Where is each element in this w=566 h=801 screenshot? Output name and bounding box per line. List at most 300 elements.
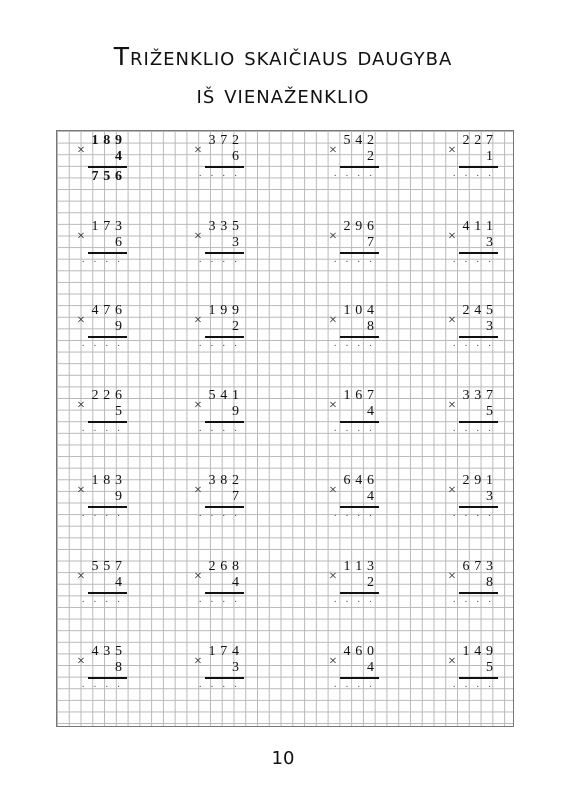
multiplication-problem <box>329 303 399 363</box>
multiplicand-digit: 1 <box>208 303 216 318</box>
multiplicand-digit: 3 <box>115 219 123 234</box>
result-line <box>205 506 244 508</box>
multiplier-digit: 7 <box>232 489 240 504</box>
multiplicand-digit: 4 <box>355 473 363 488</box>
multiplier-digit: 9 <box>115 489 123 504</box>
multiplicand-digit: 9 <box>486 644 494 659</box>
answer-placeholder-dot: · <box>452 340 457 352</box>
answer-placeholder-dot: · <box>221 510 226 522</box>
times-sign: × <box>77 569 85 584</box>
times-sign: × <box>448 654 456 669</box>
multiplicand-digit: 7 <box>367 388 375 403</box>
times-sign: × <box>329 143 337 158</box>
times-sign: × <box>77 398 85 413</box>
multiplicand-digit: 4 <box>232 644 240 659</box>
answer-placeholder-dot: · <box>345 425 349 437</box>
times-sign: × <box>194 313 202 328</box>
multiplicand-digit: 6 <box>355 388 363 403</box>
answer-placeholder-dot: · <box>104 681 109 693</box>
answer-placeholder-dot: · <box>104 596 109 608</box>
answer-placeholder-dot: · <box>81 256 86 268</box>
answer-placeholder-dot: · <box>116 510 121 522</box>
times-sign: × <box>77 483 85 498</box>
answer-placeholder-dot: · <box>452 256 457 268</box>
answer-placeholder-dot: · <box>452 681 457 693</box>
multiplicand-digit: 1 <box>355 559 363 574</box>
multiplicand-digit: 2 <box>103 388 111 403</box>
multiplicand-digit: 9 <box>232 303 240 318</box>
result-line <box>340 506 379 508</box>
multiplier-digit: 2 <box>367 575 375 590</box>
answer-placeholder-dot: · <box>333 256 338 268</box>
answer-placeholder-dot: · <box>487 596 492 608</box>
answer-placeholder-dot: · <box>333 510 338 522</box>
answer-placeholder-dot: · <box>221 596 226 608</box>
multiplication-problem <box>77 644 147 704</box>
answer-placeholder-dot: · <box>233 256 238 268</box>
times-sign: × <box>448 483 456 498</box>
multiplicand-digit: 0 <box>355 303 363 318</box>
result-line <box>205 592 244 594</box>
multiplicand-digit: 4 <box>474 644 482 659</box>
multiplication-problem <box>329 388 399 448</box>
multiplier-digit: 3 <box>486 319 494 334</box>
multiplicand-digit: 4 <box>220 388 228 403</box>
multiplier-digit: 4 <box>367 660 375 675</box>
page-subtitle: iš vienaženklio <box>196 80 370 109</box>
multiplier-digit: 8 <box>367 319 375 334</box>
multiplicand-digit: 6 <box>462 559 470 574</box>
answer-placeholder-dot: · <box>452 425 457 437</box>
answer-placeholder-dot: · <box>104 510 109 522</box>
multiplicand-digit: 1 <box>462 644 470 659</box>
multiplicand-digit: 1 <box>486 473 494 488</box>
times-sign: × <box>448 569 456 584</box>
multiplicand-digit: 3 <box>103 644 111 659</box>
multiplication-problem <box>77 388 147 448</box>
multiplication-problem <box>194 559 264 619</box>
answer-placeholder-dot: · <box>464 681 468 693</box>
multiplier-digit: 9 <box>115 319 123 334</box>
answer-placeholder-dot: · <box>210 340 214 352</box>
multiplicand-digit: 3 <box>474 388 482 403</box>
answer-placeholder-dot: · <box>464 340 468 352</box>
answer-placeholder-dot: · <box>198 510 203 522</box>
times-sign: × <box>329 229 337 244</box>
multiplicand-digit: 1 <box>343 303 351 318</box>
result-line <box>459 506 498 508</box>
answer-placeholder-dot: · <box>368 425 373 437</box>
multiplicand-digit: 1 <box>91 473 99 488</box>
answer-placeholder-dot: · <box>475 256 480 268</box>
multiplicand-digit: 6 <box>115 388 123 403</box>
page-title: Triženklio skaičiaus daugyba <box>113 42 453 71</box>
multiplicand-digit: 3 <box>208 473 216 488</box>
multiplication-problem <box>194 219 264 279</box>
multiplier-digit: 2 <box>232 319 240 334</box>
answer-placeholder-dot: · <box>81 510 86 522</box>
answer-placeholder-dot: · <box>356 681 361 693</box>
multiplicand-digit: 7 <box>486 133 494 148</box>
multiplier-digit: 3 <box>486 489 494 504</box>
multiplicand-digit: 6 <box>115 303 123 318</box>
multiplication-problem <box>448 219 518 279</box>
answer-placeholder-dot: · <box>233 596 238 608</box>
answer-placeholder-dot: · <box>221 681 226 693</box>
answer-placeholder-dot: · <box>475 170 480 182</box>
multiplicand-digit: 5 <box>115 644 123 659</box>
result-line <box>88 252 127 254</box>
multiplicand-digit: 6 <box>220 559 228 574</box>
multiplicand-digit: 4 <box>355 133 363 148</box>
result-line <box>205 252 244 254</box>
answer-placeholder-dot: · <box>452 596 457 608</box>
multiplier-digit: 6 <box>115 235 123 250</box>
answer-placeholder-dot: · <box>93 340 97 352</box>
answer-placeholder-dot: · <box>345 596 349 608</box>
multiplicand-digit: 9 <box>355 219 363 234</box>
multiplicand-digit: 5 <box>486 303 494 318</box>
multiplicand-digit: 5 <box>232 219 240 234</box>
answer-placeholder-dot: · <box>333 681 338 693</box>
multiplier-digit: 3 <box>232 235 240 250</box>
times-sign: × <box>77 313 85 328</box>
answer-placeholder-dot: · <box>356 170 361 182</box>
multiplicand-digit: 6 <box>343 473 351 488</box>
answer-digit: 5 <box>103 169 111 184</box>
multiplicand-digit: 8 <box>103 133 111 148</box>
worksheet-grid <box>56 130 514 727</box>
times-sign: × <box>329 483 337 498</box>
answer-placeholder-dot: · <box>210 681 214 693</box>
answer-placeholder-dot: · <box>345 681 349 693</box>
multiplier-digit: 5 <box>486 404 494 419</box>
answer-placeholder-dot: · <box>356 340 361 352</box>
answer-placeholder-dot: · <box>198 596 203 608</box>
multiplier-digit: 9 <box>232 404 240 419</box>
answer-placeholder-dot: · <box>116 425 121 437</box>
multiplicand-digit: 3 <box>462 388 470 403</box>
answer-placeholder-dot: · <box>116 256 121 268</box>
multiplication-problem <box>194 303 264 363</box>
answer-placeholder-dot: · <box>221 425 226 437</box>
times-sign: × <box>448 398 456 413</box>
multiplication-problem <box>329 644 399 704</box>
answer-placeholder-dot: · <box>475 340 480 352</box>
answer-placeholder-dot: · <box>487 425 492 437</box>
answer-placeholder-dot: · <box>368 510 373 522</box>
multiplicand-digit: 2 <box>474 133 482 148</box>
answer-placeholder-dot: · <box>116 681 121 693</box>
answer-placeholder-dot: · <box>345 170 349 182</box>
answer-placeholder-dot: · <box>356 425 361 437</box>
multiplication-problem <box>448 644 518 704</box>
answer-placeholder-dot: · <box>475 681 480 693</box>
times-sign: × <box>448 229 456 244</box>
answer-placeholder-dot: · <box>233 170 238 182</box>
answer-placeholder-dot: · <box>452 170 457 182</box>
answer-placeholder-dot: · <box>81 681 86 693</box>
answer-placeholder-dot: · <box>487 510 492 522</box>
result-line <box>340 252 379 254</box>
answer-placeholder-dot: · <box>233 340 238 352</box>
multiplication-problem <box>448 473 518 533</box>
multiplicand-digit: 3 <box>367 559 375 574</box>
answer-placeholder-dot: · <box>221 340 226 352</box>
times-sign: × <box>194 483 202 498</box>
answer-placeholder-dot: · <box>333 596 338 608</box>
answer-placeholder-dot: · <box>368 681 373 693</box>
answer-placeholder-dot: · <box>487 340 492 352</box>
result-line <box>459 421 498 423</box>
answer-placeholder-dot: · <box>93 510 97 522</box>
multiplication-problem <box>77 303 147 363</box>
result-line <box>459 336 498 338</box>
answer-placeholder-dot: · <box>475 596 480 608</box>
answer-placeholder-dot: · <box>464 256 468 268</box>
multiplicand-digit: 7 <box>115 559 123 574</box>
answer-placeholder-dot: · <box>198 681 203 693</box>
result-line <box>88 677 127 679</box>
times-sign: × <box>77 654 85 669</box>
multiplication-problem <box>194 644 264 704</box>
multiplication-problem <box>194 388 264 448</box>
multiplicand-digit: 1 <box>343 388 351 403</box>
multiplicand-digit: 2 <box>462 133 470 148</box>
multiplicand-digit: 7 <box>103 219 111 234</box>
multiplication-problem <box>448 133 518 193</box>
result-line <box>340 336 379 338</box>
multiplicand-digit: 1 <box>474 219 482 234</box>
times-sign: × <box>329 569 337 584</box>
answer-placeholder-dot: · <box>81 340 86 352</box>
times-sign: × <box>194 229 202 244</box>
multiplicand-digit: 3 <box>208 219 216 234</box>
answer-placeholder-dot: · <box>221 256 226 268</box>
result-line <box>88 421 127 423</box>
multiplicand-digit: 3 <box>220 219 228 234</box>
multiplicand-digit: 6 <box>367 473 375 488</box>
times-sign: × <box>448 313 456 328</box>
multiplicand-digit: 4 <box>91 644 99 659</box>
answer-placeholder-dot: · <box>333 425 338 437</box>
multiplication-problem <box>448 303 518 363</box>
answer-placeholder-dot: · <box>210 256 214 268</box>
multiplication-problem <box>448 559 518 619</box>
multiplication-problem <box>329 559 399 619</box>
result-line <box>340 166 379 168</box>
multiplication-problem <box>77 133 147 193</box>
answer-placeholder-dot: · <box>368 170 373 182</box>
multiplicand-digit: 1 <box>343 559 351 574</box>
multiplier-digit: 4 <box>367 489 375 504</box>
answer-placeholder-dot: · <box>93 681 97 693</box>
multiplicand-digit: 2 <box>208 559 216 574</box>
times-sign: × <box>194 143 202 158</box>
answer-placeholder-dot: · <box>475 425 480 437</box>
multiplicand-digit: 3 <box>115 473 123 488</box>
multiplicand-digit: 6 <box>355 644 363 659</box>
multiplicand-digit: 4 <box>474 303 482 318</box>
multiplicand-digit: 1 <box>91 219 99 234</box>
answer-placeholder-dot: · <box>464 170 468 182</box>
answer-digit: 6 <box>115 169 123 184</box>
answer-placeholder-dot: · <box>93 425 97 437</box>
multiplicand-digit: 7 <box>103 303 111 318</box>
answer-placeholder-dot: · <box>233 510 238 522</box>
multiplicand-digit: 2 <box>232 133 240 148</box>
multiplicand-digit: 2 <box>91 388 99 403</box>
multiplicand-digit: 0 <box>367 644 375 659</box>
answer-placeholder-dot: · <box>333 170 338 182</box>
answer-placeholder-dot: · <box>116 340 121 352</box>
times-sign: × <box>194 398 202 413</box>
answer-placeholder-dot: · <box>333 340 338 352</box>
times-sign: × <box>329 398 337 413</box>
answer-placeholder-dot: · <box>116 596 121 608</box>
answer-placeholder-dot: · <box>452 510 457 522</box>
multiplier-digit: 4 <box>115 149 123 164</box>
page-number: 10 <box>271 748 295 769</box>
multiplicand-digit: 4 <box>91 303 99 318</box>
result-line <box>205 677 244 679</box>
result-line <box>459 677 498 679</box>
result-line <box>88 592 127 594</box>
multiplier-digit: 3 <box>486 235 494 250</box>
answer-placeholder-dot: · <box>464 425 468 437</box>
multiplier-digit: 3 <box>232 660 240 675</box>
answer-placeholder-dot: · <box>368 256 373 268</box>
answer-placeholder-dot: · <box>356 256 361 268</box>
result-line <box>340 677 379 679</box>
answer-placeholder-dot: · <box>221 170 226 182</box>
result-line <box>459 166 498 168</box>
answer-placeholder-dot: · <box>198 425 203 437</box>
multiplier-digit: 4 <box>367 404 375 419</box>
multiplicand-digit: 8 <box>103 473 111 488</box>
multiplicand-digit: 2 <box>367 133 375 148</box>
answer-placeholder-dot: · <box>93 256 97 268</box>
answer-placeholder-dot: · <box>368 596 373 608</box>
result-line <box>340 592 379 594</box>
multiplicand-digit: 8 <box>220 473 228 488</box>
multiplication-problem <box>329 133 399 193</box>
multiplicand-digit: 1 <box>91 133 99 148</box>
multiplicand-digit: 2 <box>462 473 470 488</box>
multiplicand-digit: 3 <box>486 559 494 574</box>
multiplicand-digit: 5 <box>208 388 216 403</box>
multiplicand-digit: 5 <box>91 559 99 574</box>
answer-placeholder-dot: · <box>198 340 203 352</box>
answer-placeholder-dot: · <box>464 596 468 608</box>
multiplicand-digit: 6 <box>367 219 375 234</box>
multiplicand-digit: 4 <box>462 219 470 234</box>
answer-placeholder-dot: · <box>81 596 86 608</box>
multiplicand-digit: 5 <box>343 133 351 148</box>
multiplicand-digit: 4 <box>343 644 351 659</box>
multiplication-problem <box>77 559 147 619</box>
multiplicand-digit: 8 <box>232 559 240 574</box>
multiplier-digit: 1 <box>486 149 494 164</box>
result-line <box>205 421 244 423</box>
answer-placeholder-dot: · <box>464 510 468 522</box>
multiplication-problem <box>194 133 264 193</box>
answer-placeholder-dot: · <box>233 681 238 693</box>
answer-placeholder-dot: · <box>198 256 203 268</box>
result-line <box>459 592 498 594</box>
multiplicand-digit: 9 <box>474 473 482 488</box>
answer-placeholder-dot: · <box>345 340 349 352</box>
multiplicand-digit: 7 <box>220 644 228 659</box>
times-sign: × <box>77 143 85 158</box>
times-sign: × <box>194 569 202 584</box>
multiplier-digit: 8 <box>115 660 123 675</box>
multiplication-problem <box>77 473 147 533</box>
answer-placeholder-dot: · <box>475 510 480 522</box>
multiplicand-digit: 1 <box>232 388 240 403</box>
result-line <box>205 336 244 338</box>
multiplier-digit: 8 <box>486 575 494 590</box>
multiplicand-digit: 7 <box>220 133 228 148</box>
answer-placeholder-dot: · <box>210 425 214 437</box>
multiplicand-digit: 5 <box>103 559 111 574</box>
multiplier-digit: 4 <box>115 575 123 590</box>
multiplicand-digit: 7 <box>486 388 494 403</box>
answer-placeholder-dot: · <box>104 256 109 268</box>
multiplicand-digit: 1 <box>208 644 216 659</box>
multiplication-problem <box>194 473 264 533</box>
multiplier-digit: 5 <box>486 660 494 675</box>
multiplicand-digit: 3 <box>208 133 216 148</box>
times-sign: × <box>194 654 202 669</box>
answer-placeholder-dot: · <box>345 256 349 268</box>
answer-placeholder-dot: · <box>198 170 203 182</box>
multiplicand-digit: 2 <box>462 303 470 318</box>
answer-placeholder-dot: · <box>487 170 492 182</box>
answer-placeholder-dot: · <box>368 340 373 352</box>
multiplication-problem <box>77 219 147 279</box>
multiplicand-digit: 4 <box>367 303 375 318</box>
answer-placeholder-dot: · <box>356 510 361 522</box>
multiplication-problem <box>448 388 518 448</box>
multiplicand-digit: 1 <box>486 219 494 234</box>
answer-placeholder-dot: · <box>104 425 109 437</box>
multiplier-digit: 2 <box>367 149 375 164</box>
answer-placeholder-dot: · <box>210 596 214 608</box>
multiplicand-digit: 2 <box>343 219 351 234</box>
answer-placeholder-dot: · <box>233 425 238 437</box>
result-line <box>205 166 244 168</box>
multiplier-digit: 6 <box>232 149 240 164</box>
times-sign: × <box>77 229 85 244</box>
multiplication-problem <box>329 473 399 533</box>
answer-placeholder-dot: · <box>487 256 492 268</box>
multiplicand-digit: 7 <box>474 559 482 574</box>
times-sign: × <box>448 143 456 158</box>
multiplicand-digit: 2 <box>232 473 240 488</box>
answer-placeholder-dot: · <box>210 170 214 182</box>
multiplication-problem <box>329 219 399 279</box>
answer-placeholder-dot: · <box>81 425 86 437</box>
multiplier-digit: 5 <box>115 404 123 419</box>
answer-placeholder-dot: · <box>356 596 361 608</box>
result-line <box>88 166 127 168</box>
result-line <box>340 421 379 423</box>
answer-placeholder-dot: · <box>93 596 97 608</box>
answer-placeholder-dot: · <box>104 340 109 352</box>
answer-digit: 7 <box>91 169 99 184</box>
multiplicand-digit: 9 <box>115 133 123 148</box>
